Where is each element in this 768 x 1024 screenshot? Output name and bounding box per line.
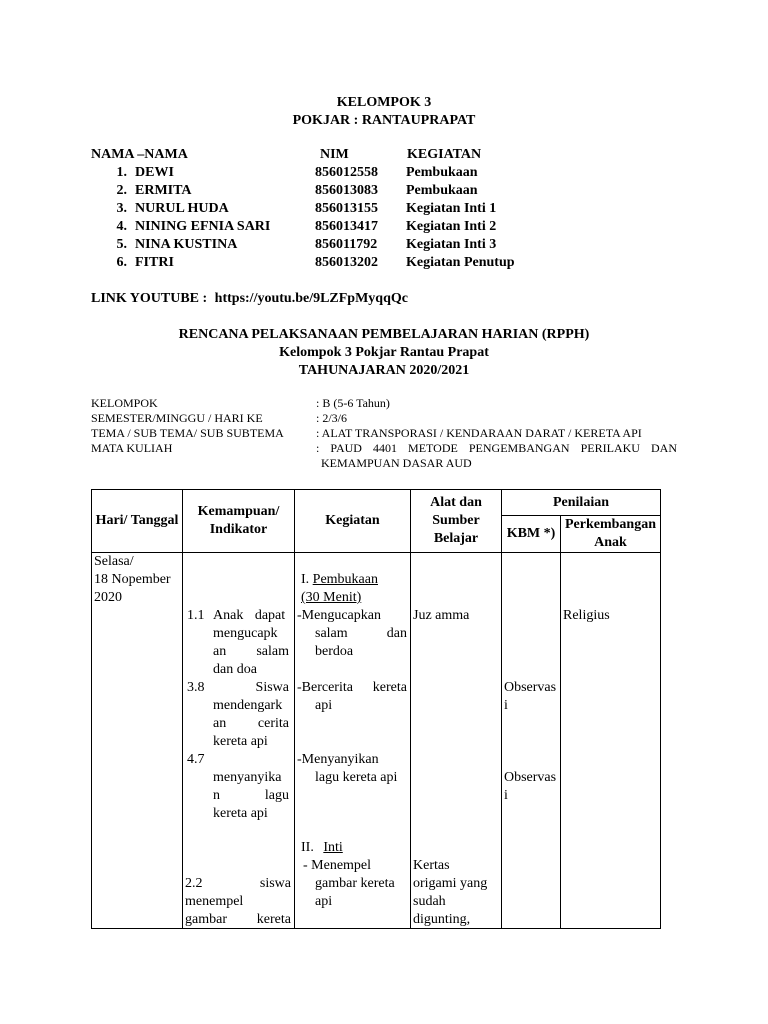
rpph-line2: Kelompok 3 Pokjar Rantau Prapat (279, 345, 489, 360)
cell-kemampuan: 1.1 Anak dapat mengucapk an salam dan doa 3.8 Siswa mendengark an cerita kereta api 4.7 menyanyika n lagu kereta api 2.2 siswa menempel gambar kereta (183, 553, 295, 929)
doc-subtitle: POKJAR : RANTAUPRAPAT (292, 113, 476, 128)
header-alat: Alat dan Sumber Belajar (411, 490, 502, 553)
cell-hari: Selasa/ 18 Nopember 2020 (92, 553, 183, 929)
col-kegiatan-header: KEGIATAN (407, 147, 482, 162)
cell-perkembangan: Religius (561, 553, 661, 929)
doc-title: KELOMPOK 3 (336, 95, 432, 110)
header-kegiatan: Kegiatan (295, 490, 411, 553)
rpph-table (91, 489, 661, 929)
section-inti: Inti (323, 840, 343, 855)
col-nim-header: NIM (320, 147, 349, 162)
header-penilaian: Penilaian (502, 490, 661, 516)
cell-kegiatan: I. Pembukaan (30 Menit) -Mengucapkan salam dan berdoa -Bercerita kereta api -Menyanyikan lagu kereta api II. Inti - Menempel gambar kereta api (295, 553, 411, 929)
header-kemampuan: Kemampuan/ Indikator (183, 490, 295, 553)
cell-kbm: Observas i Observas i (502, 553, 561, 929)
info-label: KELOMPOK (91, 396, 158, 410)
cell-alat: Juz amma Kertas origami yang sudah digunting, (411, 553, 502, 929)
info-value: : PAUD 4401 METODE PENGEMBANGAN PERILAKU DAN (316, 441, 677, 455)
info-value: : B (5-6 Tahun) (316, 396, 390, 410)
info-label: MATA KULIAH (91, 441, 173, 455)
info-label: TEMA / SUB TEMA/ SUB SUBTEMA (91, 426, 284, 440)
info-value-cont: KEMAMPUAN DASAR AUD (321, 456, 472, 470)
youtube-line (91, 290, 408, 308)
info-value: : 2/3/6 (316, 411, 348, 425)
header-hari: Hari/ Tanggal (92, 490, 183, 553)
members-list: NAMA –NAMA NIM KEGIATAN 1. DEWI 856012558 Pembukaan 2. ERMITA 856013083 Pembukaan 3. NURUL HUDA 856013155 Kegiatan Inti 1 4. NINING EFNIA SARI 856013417 Kegiatan Inti 2 5. NINA KUSTINA 856011792 Kegiatan Inti 3 6. FITRI 856013202 Kegiatan Penutup (91, 147, 515, 270)
rpph-title: RENCANA PELAKSANAAN PEMBELAJARAN HARIAN (RPPH) (178, 327, 590, 342)
rpph-line3: TAHUNAJARAN 2020/2021 (298, 363, 470, 378)
info-value: : ALAT TRANSPORASI / KENDARAAN DARAT / KERETA API (316, 426, 642, 440)
col-name-header: NAMA –NAMA (91, 147, 188, 162)
header-kbm: KBM *) (502, 516, 561, 553)
info-block (91, 396, 681, 472)
header-perkembangan: Perkembangan Anak (561, 516, 661, 553)
youtube-label: LINK YOUTUBE : (91, 291, 208, 306)
section-pembukaan: Pembukaan (312, 572, 378, 587)
info-label: SEMESTER/MINGGU / HARI KE (91, 411, 263, 425)
youtube-link[interactable]: https://youtu.be/9LZFpMyqqQc (214, 291, 408, 306)
